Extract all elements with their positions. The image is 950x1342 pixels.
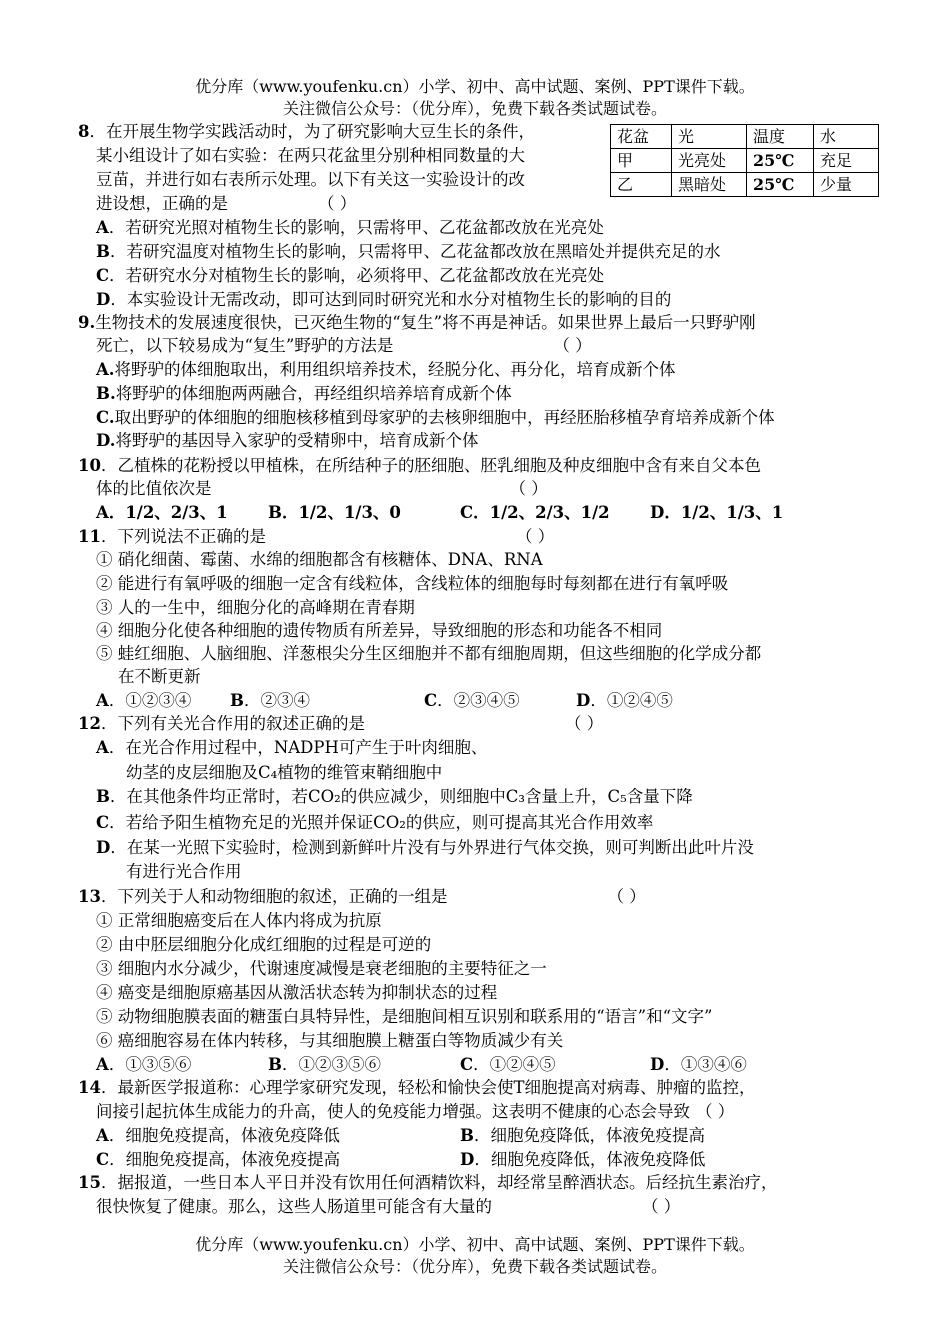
option-label: C. xyxy=(96,408,115,427)
q9-answer-bracket: （ ） xyxy=(553,336,592,355)
q8-text-4: 进设想，正确的是 xyxy=(96,194,228,213)
q13-answer-bracket: （ ） xyxy=(607,887,646,906)
option-text: ．若研究光照对植物生长的影响，只需将甲、乙花盆都改放在光亮处 xyxy=(108,218,604,237)
option-label: A xyxy=(96,218,109,237)
q9-text-2: 死亡，以下较易成为“复生”野驴的方法是 xyxy=(96,336,394,355)
option-label: B. xyxy=(96,384,116,403)
q8-line-3: 豆苗，并进行如右表所示处理。以下有关这一实验设计的改 xyxy=(96,170,525,189)
q13-statement-3: ③ 细胞内水分减少，代谢速度减慢是衰老细胞的主要特征之一 xyxy=(96,959,547,978)
q12-option-c xyxy=(96,812,653,834)
table-cell: 黑暗处 xyxy=(672,173,747,197)
q12-option-a xyxy=(96,737,487,759)
table-cell: 光亮处 xyxy=(672,149,747,173)
option-text: 将野驴的基因导入家驴的受精卵中，培育成新个体 xyxy=(115,431,479,450)
q12-number: 12 xyxy=(78,714,101,733)
q15-answer-bracket: （ ） xyxy=(642,1197,681,1216)
q15-line-1 xyxy=(78,1172,777,1194)
q13-text-1: ．下列关于人和动物细胞的叙述，正确的一组是 xyxy=(100,887,448,906)
option-text: ．①②④⑤ xyxy=(590,691,673,710)
option-text: ．细胞免疫提高，体液免疫降低 xyxy=(108,1126,340,1145)
q10-option-d xyxy=(650,502,783,524)
table-cell: 乙 xyxy=(611,173,672,197)
q14-option-b xyxy=(460,1125,705,1147)
option-text: ．细胞免疫提高，体液免疫提高 xyxy=(109,1150,341,1169)
q13-statement-2: ② 由中胚层细胞分化成红细胞的过程是可逆的 xyxy=(96,935,432,954)
q11-statement-5-cont: 在不断更新 xyxy=(118,667,201,686)
option-label: D xyxy=(96,838,111,857)
q8-line-2: 某小组设计了如右实验：在两只花盆里分别种相同数量的大 xyxy=(96,146,525,165)
q8-option-c xyxy=(96,265,604,287)
q14-text-2: 间接引起抗体生成能力的升高，使人的免疫能力增强。这表明不健康的心态会导致 xyxy=(96,1102,690,1121)
q12-answer-bracket: （ ） xyxy=(564,714,604,733)
option-text: ．①③⑤⑥ xyxy=(108,1055,192,1074)
option-label: B xyxy=(460,1126,474,1145)
option-label: A xyxy=(96,1126,109,1145)
table-cell: 甲 xyxy=(611,149,672,173)
q11-statement-1: ① 硝化细菌、霉菌、水绵的细胞都含有核糖体、DNA、RNA xyxy=(96,550,543,569)
q10-text-1: ．乙植株的花粉授以甲植株，在所结种子的胚细胞、胚乳细胞及种皮细胞中含有来自父本色 xyxy=(100,456,761,475)
q10-option-a xyxy=(96,502,228,524)
q10-answer-bracket: （ ） xyxy=(509,479,548,498)
q11-option-a xyxy=(96,690,191,712)
q10-text-2: 体的比值依次是 xyxy=(96,479,212,498)
q11-option-b xyxy=(230,690,310,712)
q8-experiment-table xyxy=(610,124,879,197)
option-label: B xyxy=(230,691,244,710)
table-cell: 充足 xyxy=(814,149,879,173)
q8-number: 8 xyxy=(78,122,90,141)
q9-option-c xyxy=(96,407,775,429)
q9-number: 9. xyxy=(78,313,96,332)
option-label: D xyxy=(96,290,111,309)
option-text: ．若研究温度对植物生长的影响，只需将甲、乙花盆都改放在黑暗处并提供充足的水 xyxy=(109,242,721,261)
option-text: ．1/2、1/3、0 xyxy=(281,503,401,522)
q13-option-c xyxy=(460,1054,556,1076)
q14-line-1 xyxy=(78,1077,755,1099)
q8-option-d xyxy=(96,289,671,311)
q12-option-d xyxy=(96,837,754,859)
q14-text-1: ．最新医学报道称：心理学家研究发现，轻松和愉快会使T细胞提高对病毒、肿瘤的监控， xyxy=(100,1078,756,1097)
q13-number: 13 xyxy=(78,887,101,906)
q11-option-d xyxy=(576,690,673,712)
q11-statement-4: ④ 细胞分化使各种细胞的遗传物质有所差异，导致细胞的形态和功能各不相同 xyxy=(96,621,663,640)
q14-option-c xyxy=(96,1149,340,1171)
table-header-cell: 温度 xyxy=(747,125,814,149)
q11-option-c xyxy=(424,690,520,712)
q11-text-1: ．下列说法不正确的是 xyxy=(100,527,266,546)
q9-option-b xyxy=(96,383,512,405)
q12-option-a-cont: 幼茎的皮层细胞及C₄植物的维管束鞘细胞中 xyxy=(126,763,443,782)
option-text: ．在其他条件均正常时，若CO₂的供应减少，则细胞中C₃含量上升，C₅含量下降 xyxy=(109,787,693,806)
option-text: ．②③④ xyxy=(243,691,310,710)
q12-option-d-cont: 有进行光合作用 xyxy=(126,862,242,881)
option-label: B xyxy=(268,503,282,522)
option-text: ．在光合作用过程中，NADPH可产生于叶肉细胞、 xyxy=(108,738,488,757)
table-cell: 25℃ xyxy=(747,173,814,197)
q11-statement-2: ② 能进行有氧呼吸的细胞一定含有线粒体，含线粒体的细胞每时每刻都在进行有氧呼吸 xyxy=(96,574,729,593)
option-label: B xyxy=(96,242,110,261)
header-line-2: 关注微信公众号：（优分库），免费下载各类试题试卷。 xyxy=(282,99,667,118)
q12-option-b xyxy=(96,786,693,808)
table-header-cell: 花盆 xyxy=(611,125,672,149)
option-label: B xyxy=(268,1055,282,1074)
option-text: ．②③④⑤ xyxy=(437,691,520,710)
option-text: ．若给予阳生植物充足的光照并保证CO₂的供应，则可提高其光合作用效率 xyxy=(109,813,654,832)
option-text: ．细胞免疫降低，体液免疫降低 xyxy=(474,1150,706,1169)
table-row xyxy=(611,173,879,197)
q13-line-1 xyxy=(78,886,646,908)
option-label: C xyxy=(96,1150,110,1169)
q10-option-b xyxy=(268,502,401,524)
q11-statement-5: ⑤ 蛙红细胞、人脑细胞、洋葱根尖分生区细胞并不都有细胞周期，但这些细胞的化学成分都 xyxy=(96,644,762,663)
q13-statement-5: ⑤ 动物细胞膜表面的糖蛋白具特异性，是细胞间相互识别和联系用的“语言”和“文字” xyxy=(96,1007,713,1026)
option-text: 将野驴的体细胞取出，利用组织培养技术，经脱分化、再分化，培育成新个体 xyxy=(114,360,676,379)
q8-option-a xyxy=(96,217,604,239)
q8-option-b xyxy=(96,241,720,263)
q12-text-1: ．下列有关光合作用的叙述正确的是 xyxy=(100,714,365,733)
option-text: ．1/2、2/3、1/2 xyxy=(473,503,610,522)
q11-answer-bracket: （ ） xyxy=(515,527,555,546)
option-text: ．①②③⑤⑥ xyxy=(281,1055,381,1074)
option-text: ．细胞免疫降低，体液免疫提高 xyxy=(473,1126,705,1145)
q11-line-1 xyxy=(78,526,554,548)
option-text: ．①②③④ xyxy=(108,691,192,710)
q13-option-b xyxy=(268,1054,381,1076)
option-label: C xyxy=(460,1055,474,1074)
q11-number: 11 xyxy=(78,527,101,546)
table-cell: 少量 xyxy=(814,173,879,197)
q9-line-1 xyxy=(78,312,756,334)
q13-statement-6: ⑥ 癌细胞容易在体内转移，与其细胞膜上糖蛋白等物质减少有关 xyxy=(96,1031,564,1050)
footer-line-2: 关注微信公众号：（优分库），免费下载各类试题试卷。 xyxy=(282,1257,667,1276)
q15-line-2 xyxy=(96,1196,680,1218)
option-text: ．若研究水分对植物生长的影响，必须将甲、乙花盆都改放在光亮处 xyxy=(109,266,605,285)
q11-statement-3: ③ 人的一生中，细胞分化的高峰期在青春期 xyxy=(96,598,415,617)
q13-option-a xyxy=(96,1054,191,1076)
q8-line-4 xyxy=(96,193,356,215)
table-cell: 25℃ xyxy=(747,149,814,173)
q10-number: 10 xyxy=(78,456,101,475)
option-label: A xyxy=(96,691,109,710)
footer-line-1: 优分库（www.youfenku.cn）小学、初中、高中试题、案例、PPT课件下载。 xyxy=(195,1235,755,1254)
option-text: 将野驴的体细胞两两融合，再经组织培养培育成新个体 xyxy=(115,384,512,403)
q9-text-1: 生物技术的发展速度很快，已灭绝生物的“复生”将不再是神话。如果世界上最后一只野驴刚 xyxy=(95,313,756,332)
option-text: ．①③④⑥ xyxy=(664,1055,747,1074)
q14-answer-bracket: （ ） xyxy=(696,1102,735,1121)
q9-line-2 xyxy=(96,335,592,357)
table-header-row xyxy=(611,125,879,149)
option-label: C xyxy=(424,691,438,710)
q13-statement-4: ④ 癌变是细胞原癌基因从激活状态转为抑制状态的过程 xyxy=(96,983,498,1002)
option-label: D. xyxy=(96,431,116,450)
q8-text-1: ．在开展生物学实践活动时，为了研究影响大豆生长的条件， xyxy=(89,122,535,141)
option-label: A xyxy=(96,1055,109,1074)
q12-line-1 xyxy=(78,713,603,735)
option-text: 取出野驴的体细胞的细胞核移植到母家驴的去核卵细胞中，再经胚胎移植孕育培养成新个体 xyxy=(114,408,775,427)
q15-text-1: ．据报道，一些日本人平日并没有饮用任何酒精饮料，却经常呈醉酒状态。后经抗生素治疗， xyxy=(100,1173,778,1192)
q13-option-d xyxy=(650,1054,747,1076)
q14-option-a xyxy=(96,1125,340,1147)
option-text: ．1/2、1/3、1 xyxy=(664,503,784,522)
option-label: A xyxy=(96,738,109,757)
option-label: D xyxy=(650,503,665,522)
q15-text-2: 很快恢复了健康。那么，这些人肠道里可能含有大量的 xyxy=(96,1197,492,1216)
q9-option-d xyxy=(96,430,478,452)
q8-answer-bracket: （ ） xyxy=(318,194,357,213)
q10-option-c xyxy=(460,502,610,524)
q8-line-1 xyxy=(78,121,535,143)
option-text: ．本实验设计无需改动，即可达到同时研究光和水分对植物生长的影响的目的 xyxy=(110,290,672,309)
q14-option-d xyxy=(460,1149,705,1171)
table-header-cell: 水 xyxy=(814,125,879,149)
q10-line-2 xyxy=(96,478,548,500)
q14-number: 14 xyxy=(78,1078,101,1097)
option-label: C xyxy=(96,813,110,832)
option-label: B xyxy=(96,787,110,806)
q9-option-a xyxy=(96,359,676,381)
option-label: D xyxy=(576,691,591,710)
table-row xyxy=(611,149,879,173)
option-label: C xyxy=(460,503,474,522)
q15-number: 15 xyxy=(78,1173,101,1192)
option-text: ．在某一光照下实验时，检测到新鲜叶片没有与外界进行气体交换，则可判断出此叶片没 xyxy=(110,838,754,857)
q10-line-1 xyxy=(78,455,761,477)
table-header-cell: 光 xyxy=(672,125,747,149)
option-text: ．1/2、2/3、1 xyxy=(108,503,228,522)
q14-line-2 xyxy=(96,1101,734,1123)
option-label: D xyxy=(460,1150,475,1169)
option-label: A. xyxy=(96,360,115,379)
header-line-1: 优分库（www.youfenku.cn）小学、初中、高中试题、案例、PPT课件下载。 xyxy=(195,77,755,96)
option-label: A xyxy=(96,503,109,522)
option-text: ．①②④⑤ xyxy=(473,1055,556,1074)
option-label: D xyxy=(650,1055,665,1074)
option-label: C xyxy=(96,266,110,285)
q13-statement-1: ① 正常细胞癌变后在人体内将成为抗原 xyxy=(96,911,382,930)
